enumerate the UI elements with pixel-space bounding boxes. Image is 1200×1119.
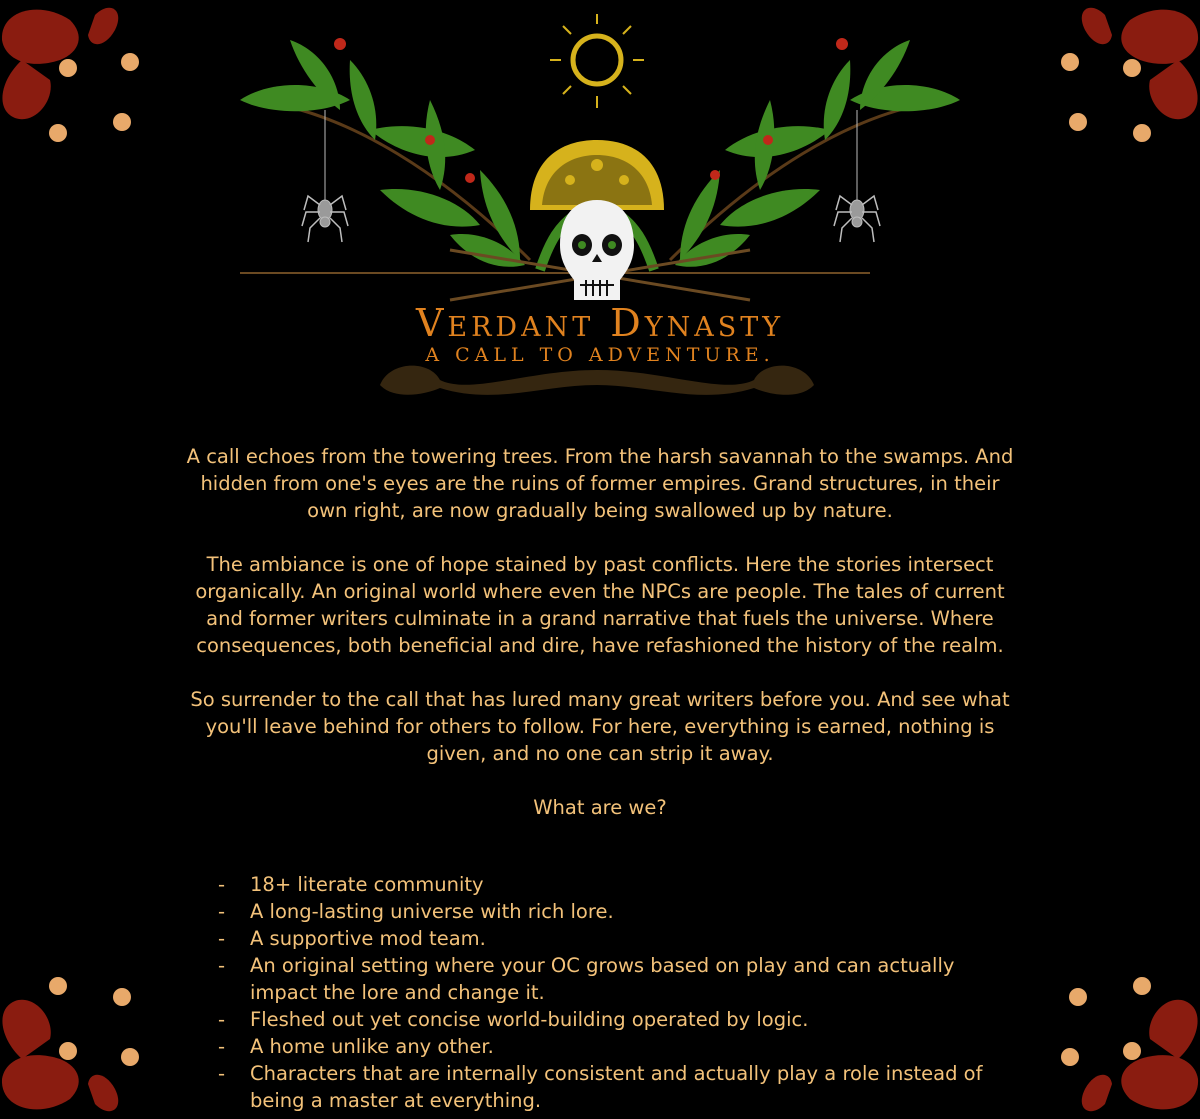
list-item-text: 18+ literate community: [250, 873, 484, 896]
intro-text: [180, 443, 1020, 821]
bullet-dash: -: [218, 954, 226, 977]
corner-ornament-top-right: [1050, 0, 1200, 150]
left-branch: [240, 38, 530, 267]
bullet-dash: -: [218, 1062, 226, 1085]
intro-paragraph-3: So surrender to the call that has lured many great writers before you. And see what you'll leave behind for others to follow. For here, everything is earned, nothing is given, and no one can strip it away.: [190, 688, 1010, 765]
corner-ornament-top-left: [0, 0, 150, 150]
bullet-dash: -: [218, 900, 226, 923]
title-block: [0, 300, 1200, 366]
sun-icon: [550, 14, 644, 108]
list-item-text: Characters that are internally consistent and actually play a role instead of being a master at everything.: [250, 1062, 983, 1112]
intro-paragraph-1: A call echoes from the towering trees. From the harsh savannah to the swamps. And hidden from one's eyes are the ruins of former empires. Grand structures, in their own right, are now gradually being swallowed up by nature.: [186, 445, 1014, 522]
intro-paragraph-2: The ambiance is one of hope stained by past conflicts. Here the stories intersect organically. An original world where even the NPCs are people. The tales of current and former writers culminate in a grand narrative that fuels the universe. Where consequences, both beneficial and dire, have refashioned the history of the realm.: [195, 553, 1005, 657]
corner-ornament-bottom-left: [0, 969, 150, 1119]
page-subtitle: A CALL TO ADVENTURE.: [425, 344, 775, 366]
ornament-petal-icon: [1050, 969, 1200, 1119]
feature-list: [210, 871, 990, 1114]
page-title: Verdant Dynasty: [415, 301, 785, 345]
ornament-petal-icon: [0, 0, 150, 150]
spider-icon: [834, 110, 880, 242]
bullet-dash: -: [218, 927, 226, 950]
bullet-dash: -: [218, 1008, 226, 1031]
list-item: [210, 898, 990, 925]
bullet-dash: -: [218, 1035, 226, 1058]
list-item-text: An original setting where your OC grows based on play and can actually impact the lore and change it.: [250, 954, 955, 1004]
list-item-text: A supportive mod team.: [250, 927, 486, 950]
scroll-ornament: [380, 366, 814, 395]
list-item-text: A long-lasting universe with rich lore.: [250, 900, 614, 923]
skull-icon: [560, 200, 634, 300]
ornament-petal-icon: [0, 969, 150, 1119]
list-item: [210, 1060, 990, 1114]
list-item: [210, 871, 990, 898]
features-heading: What are we?: [533, 796, 667, 819]
right-branch: [670, 38, 960, 267]
list-item-text: A home unlike any other.: [250, 1035, 494, 1058]
ornament-petal-icon: [1050, 0, 1200, 150]
list-item-text: Fleshed out yet concise world-building operated by logic.: [250, 1008, 809, 1031]
list-item: [210, 925, 990, 952]
bullet-dash: -: [218, 873, 226, 896]
list-item: [210, 1033, 990, 1060]
corner-ornament-bottom-right: [1050, 969, 1200, 1119]
list-item: [210, 1006, 990, 1033]
list-item: [210, 952, 990, 1006]
spider-icon: [302, 110, 348, 242]
